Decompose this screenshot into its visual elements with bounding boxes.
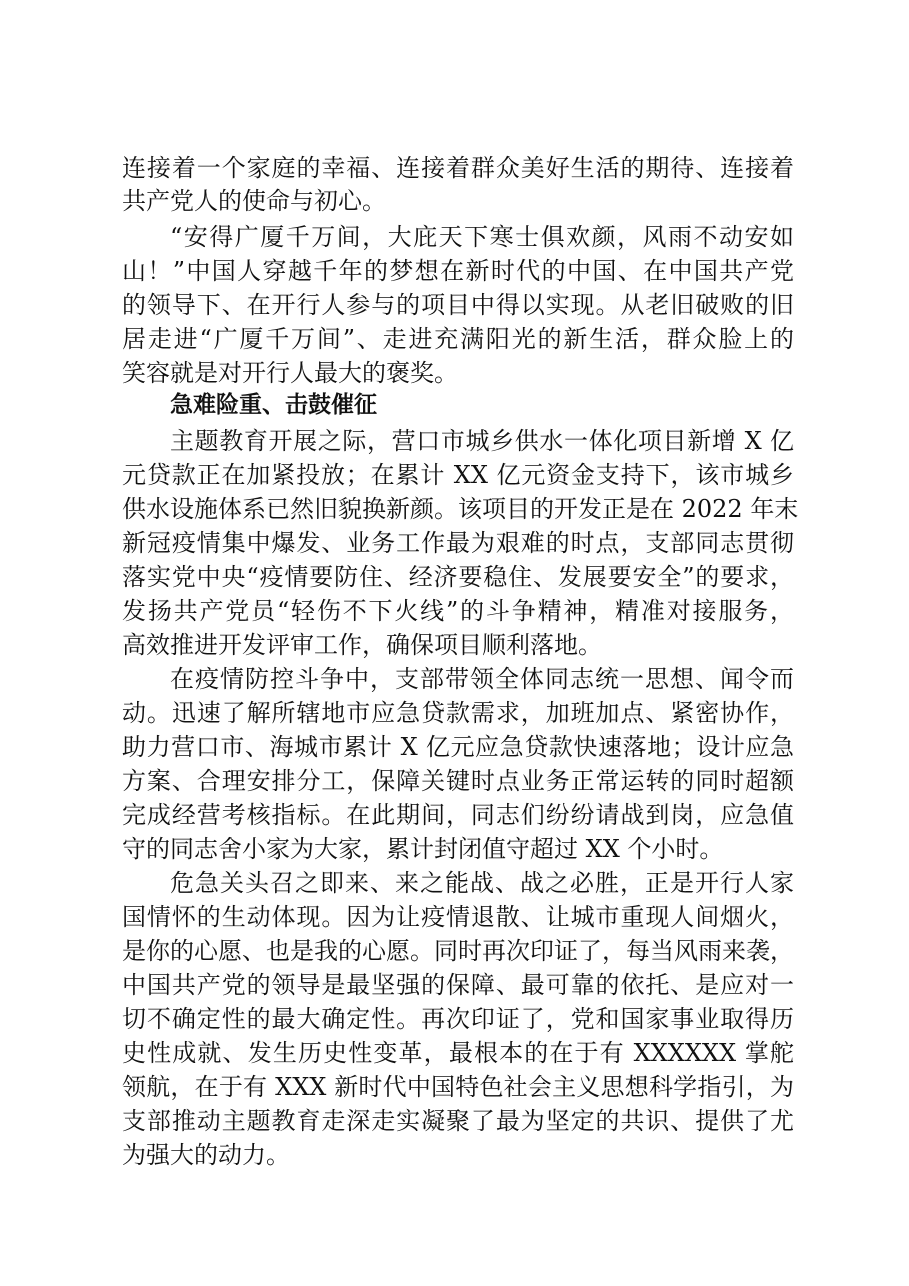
text-line: 在疫情防控斗争中，支部带领全体同志统一思想、闻令而: [170, 665, 794, 693]
text-line: 山！”中国人穿越千年的梦想在新时代的中国、在中国共产党: [122, 257, 794, 285]
text-line: 危急关头召之即来、来之能战、战之必胜，正是开行人家: [170, 869, 794, 897]
text-line: 史性成就、发生历史性变革，最根本的在于有 XXXXXX 掌舵: [122, 1039, 794, 1067]
text-line: 国情怀的生动体现。因为让疫情退散、让城市重现人间烟火，: [122, 903, 794, 931]
text-line: 中国共产党的领导是最坚强的保障、最可靠的依托、是应对一: [122, 971, 794, 999]
text-line: 新冠疫情集中爆发、业务工作最为艰难的时点，支部同志贯彻: [122, 529, 794, 557]
text-line: 连接着一个家庭的幸福、连接着群众美好生活的期待、连接着: [122, 154, 794, 182]
text-line: 供水设施体系已然旧貌换新颜。该项目的开发正是在 2022 年末: [122, 495, 799, 523]
text-line: 共产党人的使命与初心。: [122, 187, 386, 215]
text-line: 元贷款正在加紧投放；在累计 XX 亿元资金支持下，该市城乡: [122, 461, 794, 489]
text-line: 笑容就是对开行人最大的褒奖。: [122, 359, 458, 387]
text-line: 落实党中央“疫情要防住、经济要稳住、发展要安全”的要求，: [122, 563, 794, 591]
section-heading: 急难险重、击鼓催征: [170, 392, 377, 418]
text-line: 领航，在于有 XXX 新时代中国特色社会主义思想科学指引，为: [122, 1073, 794, 1101]
text-line: 高效推进开发评审工作，确保项目顺利落地。: [122, 631, 602, 659]
text-line: 完成经营考核指标。在此期间，同志们纷纷请战到岗，应急值: [122, 801, 794, 829]
text-line: 主题教育开展之际，营口市城乡供水一体化项目新增 X 亿: [170, 427, 794, 455]
text-line: 切不确定性的最大确定性。再次印证了，党和国家事业取得历: [122, 1005, 794, 1033]
text-line: 为强大的动力。: [122, 1141, 290, 1169]
text-line: 守的同志舍小家为大家，累计封闭值守超过 XX 个小时。: [122, 835, 724, 863]
text-line: 居走进“广厦千万间”、走进充满阳光的新生活，群众脸上的: [122, 325, 794, 353]
text-line: 的领导下、在开行人参与的项目中得以实现。从老旧破败的旧: [122, 291, 794, 319]
text-line: 是你的心愿、也是我的心愿。同时再次印证了，每当风雨来袭，: [122, 937, 794, 965]
text-line: “安得广厦千万间，大庇天下寒士俱欢颜，风雨不动安如: [170, 223, 794, 251]
text-line: 发扬共产党员“轻伤不下火线”的斗争精神，精准对接服务，: [122, 597, 794, 625]
text-line: 支部推动主题教育走深走实凝聚了最为坚定的共识、提供了尤: [122, 1107, 794, 1135]
text-line: 方案、合理安排分工，保障关键时点业务正常运转的同时超额: [122, 767, 794, 795]
text-line: 动。迅速了解所辖地市应急贷款需求，加班加点、紧密协作，: [122, 699, 794, 727]
text-line: 助力营口市、海城市累计 X 亿元应急贷款快速落地；设计应急: [122, 733, 794, 761]
